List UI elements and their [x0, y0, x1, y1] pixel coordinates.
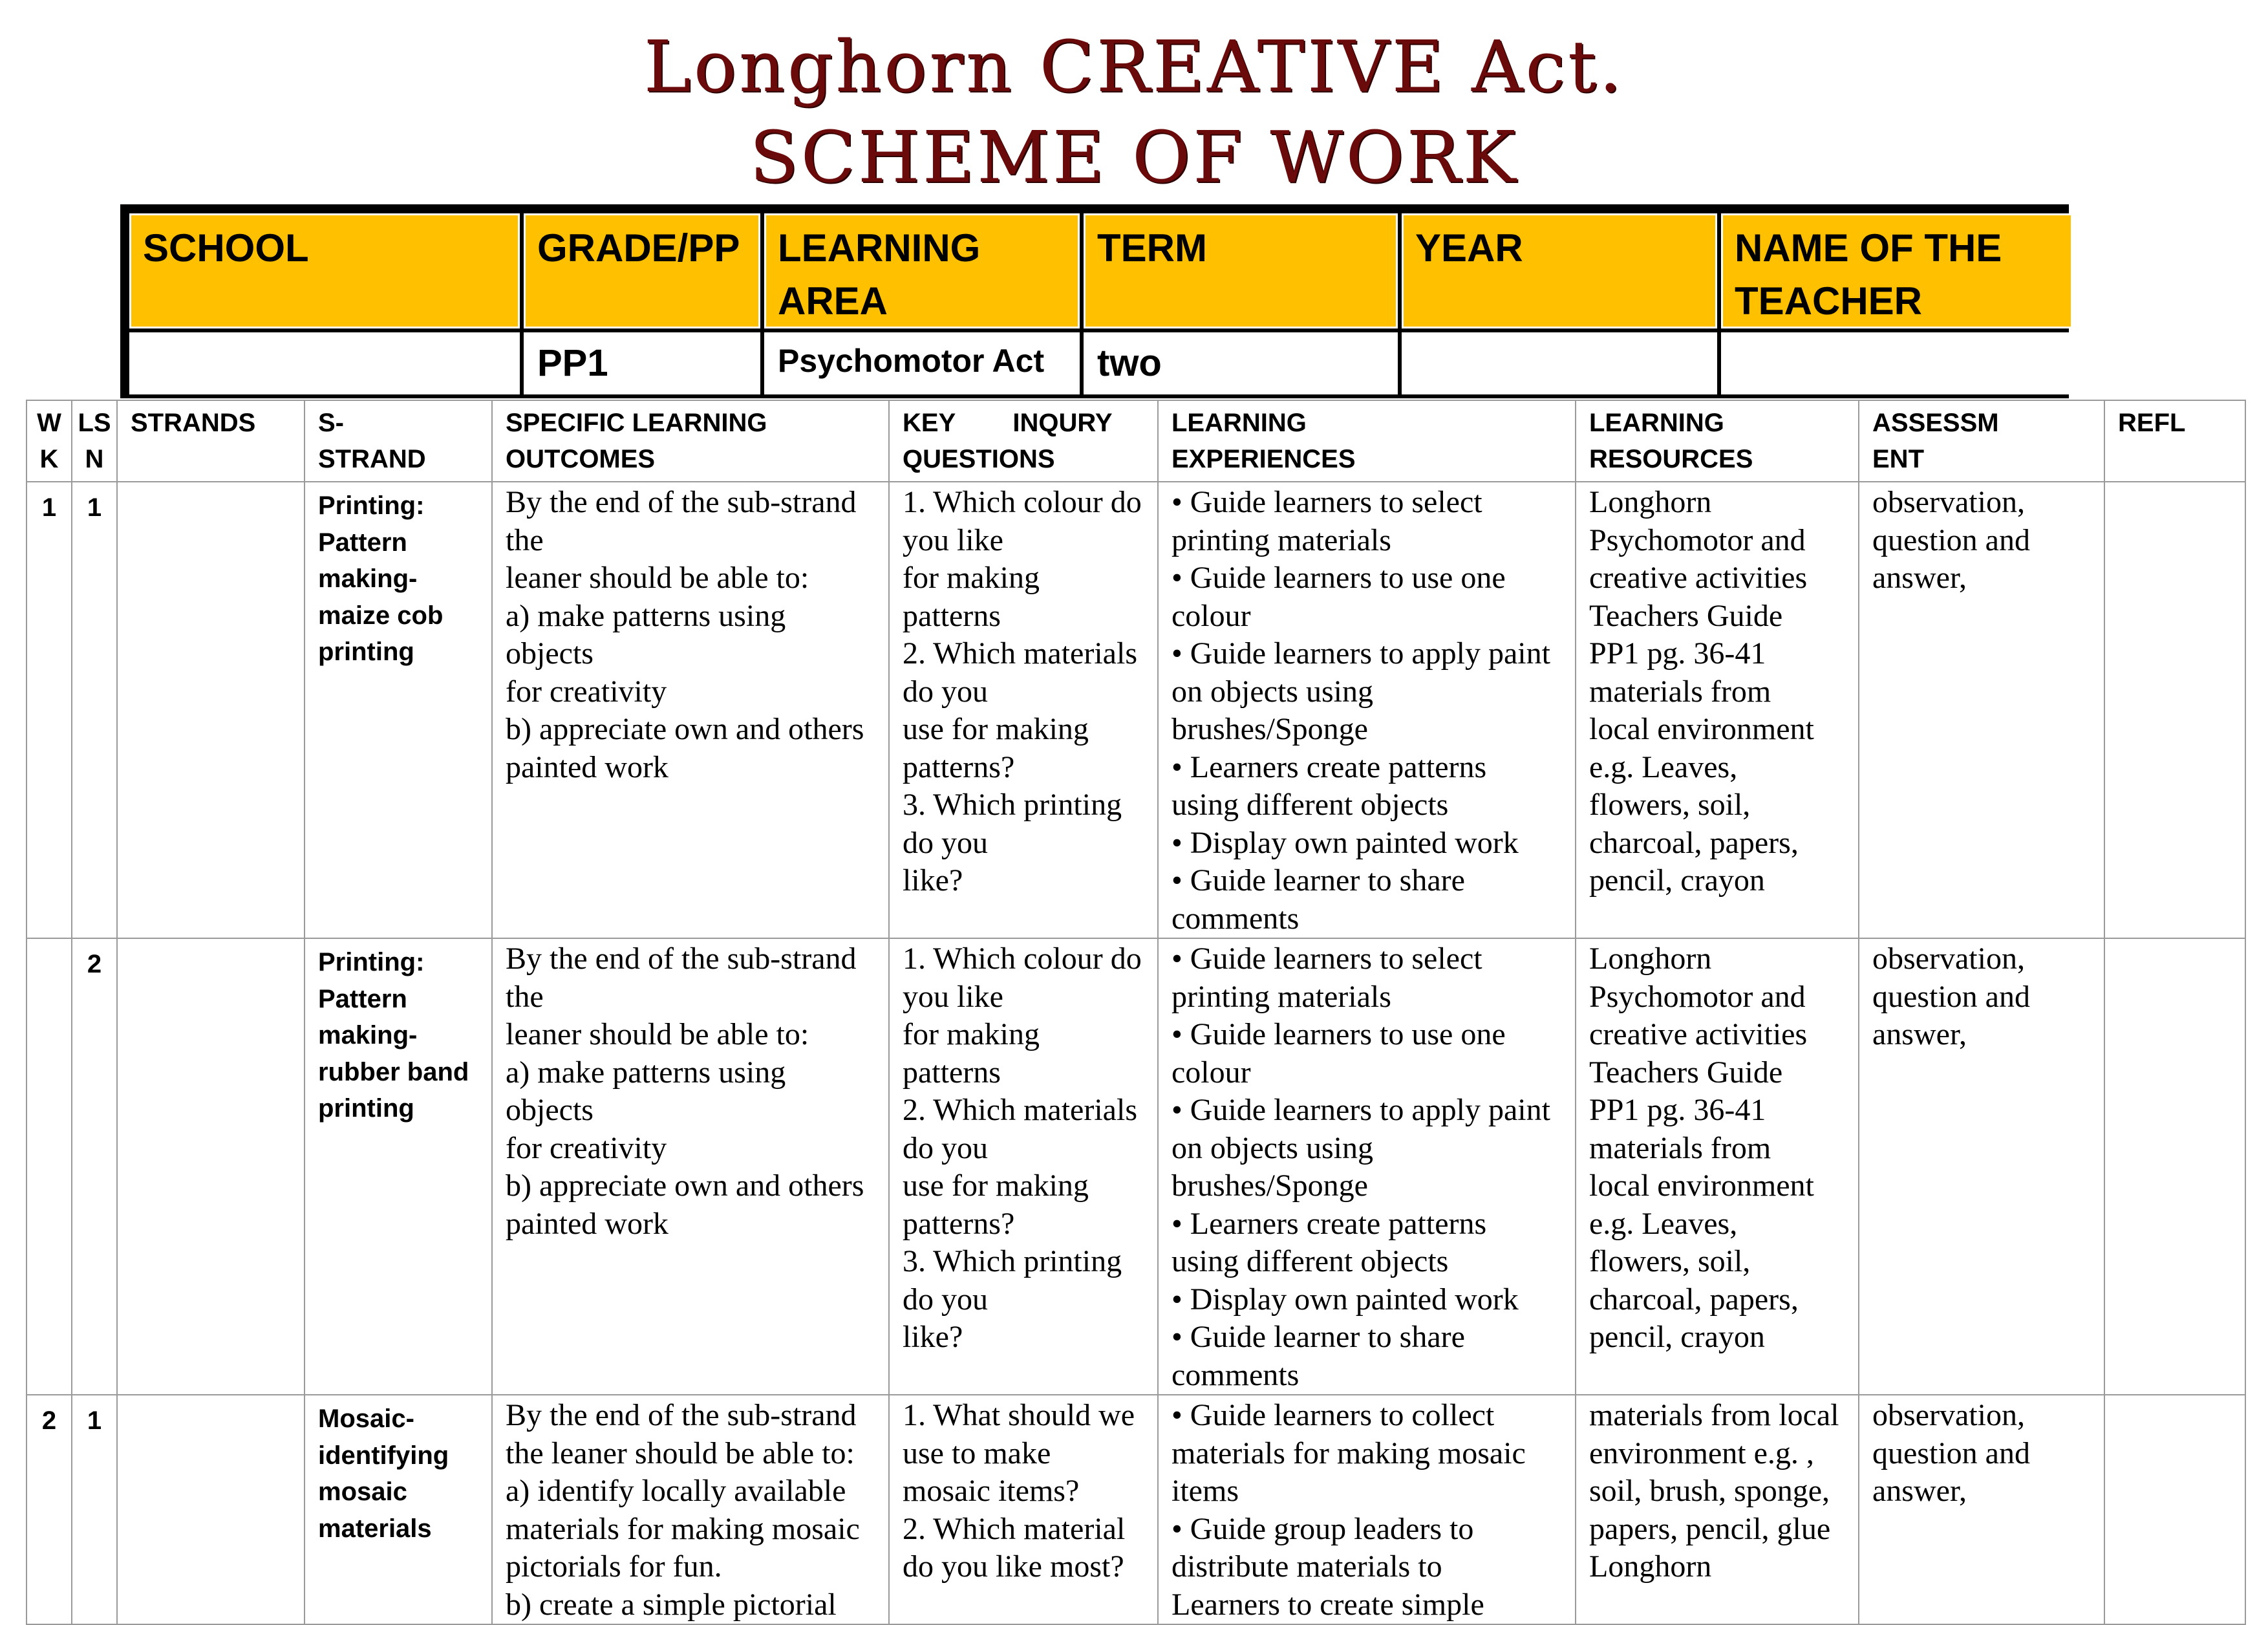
info-grid	[129, 213, 2060, 389]
cell-assessment: observation, question and answer,	[1859, 1395, 2104, 1624]
cell-experiences: • Guide learners to select printing materials • Guide learners to use one colour • Guide learners to apply paint on objects using brushes/Sponge • Learners create patterns using different objects • Display own painted work • Guide learner to share comments	[1158, 938, 1576, 1395]
header-lsn: LS N	[72, 400, 117, 482]
cell-questions: 1. Which colour do you like for making patterns 2. Which materials do you use for making patterns? 3. Which printing do you like?	[889, 482, 1158, 938]
info-value-teacher	[1721, 332, 2073, 394]
info-header-learning-area: LEARNING AREA	[764, 213, 1080, 328]
cell-sub-strand: Printing: Pattern making- rubber band printing	[305, 938, 492, 1395]
cell-resources: Longhorn Psychomotor and creative activities Teachers Guide PP1 pg. 36-41 materials from local environment e.g. Leaves, flowers, soil, charcoal, papers, pencil, crayon	[1576, 482, 1859, 938]
cell-strand	[117, 938, 305, 1395]
cell-assessment: observation, question and answer,	[1859, 938, 2104, 1395]
table-header-row	[27, 400, 2245, 482]
cell-strand	[117, 1395, 305, 1624]
cell-sub-strand: Mosaic- identifying mosaic materials	[305, 1395, 492, 1624]
info-header-teacher: NAME OF THE TEACHER	[1721, 213, 2073, 328]
cell-sub-strand: Printing: Pattern making- maize cob printing	[305, 482, 492, 938]
cell-resources: materials from local environment e.g. , soil, brush, sponge, papers, pencil, glue Longhorn	[1576, 1395, 1859, 1624]
info-value-year	[1402, 332, 1717, 394]
table-row	[27, 482, 2245, 938]
cell-experiences: • Guide learners to select printing materials • Guide learners to use one colour • Guide learners to apply paint on objects using brushes/Sponge • Learners create patterns using different objects • Display own painted work • Guide learner to share comments	[1158, 482, 1576, 938]
cell-lsn: 2	[72, 938, 117, 1395]
info-value-learning-area: Psychomotor Act	[764, 332, 1080, 394]
scheme-table	[26, 400, 2246, 1625]
cell-reflection	[2104, 482, 2245, 938]
header-reflection: REFL	[2104, 400, 2245, 482]
info-value-term: two	[1084, 332, 1398, 394]
cell-resources: Longhorn Psychomotor and creative activities Teachers Guide PP1 pg. 36-41 materials from local environment e.g. Leaves, flowers, soil, charcoal, papers, pencil, crayon	[1576, 938, 1859, 1395]
cell-reflection	[2104, 1395, 2245, 1624]
info-header-year: YEAR	[1402, 213, 1717, 328]
table-row	[27, 1395, 2245, 1624]
cell-lsn: 1	[72, 482, 117, 938]
cell-reflection	[2104, 938, 2245, 1395]
info-header-school: SCHOOL	[129, 213, 520, 328]
info-header-term: TERM	[1084, 213, 1398, 328]
info-value-grade: PP1	[524, 332, 760, 394]
cell-wk: 1	[27, 482, 72, 938]
cell-assessment: observation, question and answer,	[1859, 482, 2104, 938]
cell-outcomes: By the end of the sub-strand the leaner should be able to: a) identify locally available materials for making mosaic pictorials for fun. b) create a simple pictorial	[492, 1395, 889, 1624]
cell-experiences: • Guide learners to collect materials for making mosaic items • Guide group leaders to distribute materials to Learners to create simple	[1158, 1395, 1576, 1624]
header-sub-strand: S- STRAND	[305, 400, 492, 482]
header-experiences: LEARNING EXPERIENCES	[1158, 400, 1576, 482]
header-resources: LEARNING RESOURCES	[1576, 400, 1859, 482]
cell-outcomes: By the end of the sub-strand the leaner should be able to: a) make patterns using objects for creativity b) appreciate own and others painted work	[492, 938, 889, 1395]
header-assessment: ASSESSM ENT	[1859, 400, 2104, 482]
info-header-grade: GRADE/PP	[524, 213, 760, 328]
document-title: Longhorn CREATIVE Act.	[643, 25, 1625, 108]
cell-wk: 2	[27, 1395, 72, 1624]
cell-lsn: 1	[72, 1395, 117, 1624]
header-wk: W K	[27, 400, 72, 482]
cell-strand	[117, 482, 305, 938]
table-row	[27, 938, 2245, 1395]
header-outcomes: SPECIFIC LEARNING OUTCOMES	[492, 400, 889, 482]
info-value-school	[129, 332, 520, 394]
cell-wk	[27, 938, 72, 1395]
cell-questions: 1. Which colour do you like for making patterns 2. Which materials do you use for making patterns? 3. Which printing do you like?	[889, 938, 1158, 1395]
cell-questions: 1. What should we use to make mosaic items? 2. Which material do you like most?	[889, 1395, 1158, 1624]
cell-outcomes: By the end of the sub-strand the leaner should be able to: a) make patterns using objects for creativity b) appreciate own and others painted work	[492, 482, 889, 938]
info-header-box	[120, 204, 2069, 398]
document-subtitle: SCHEME OF WORK	[749, 116, 1519, 199]
header-questions: KEY INQURY QUESTIONS	[889, 400, 1158, 482]
header-strands: STRANDS	[117, 400, 305, 482]
